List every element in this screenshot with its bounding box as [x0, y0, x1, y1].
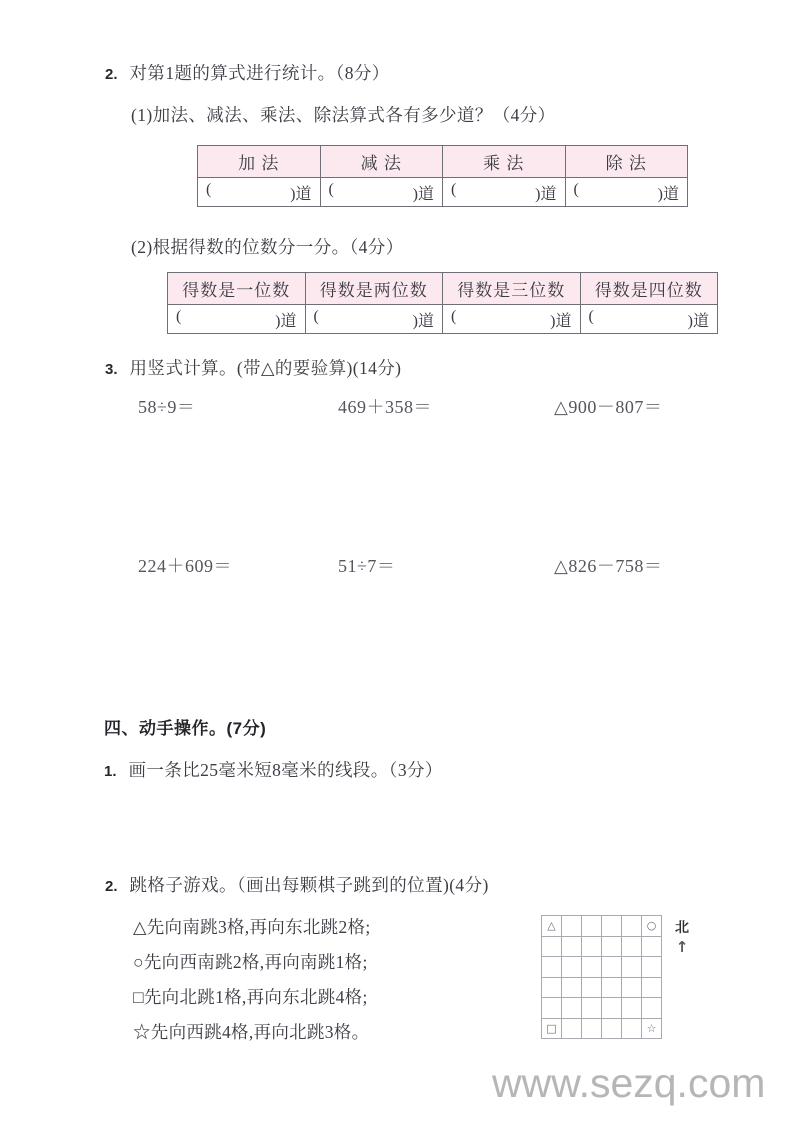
jump-instruction-star: ☆先向西跳4格,再向北跳3格。 [133, 1022, 370, 1042]
paren-open: ( [451, 307, 457, 325]
answer-cell[interactable] [443, 178, 566, 207]
grid-cell-r1c2[interactable] [582, 936, 602, 957]
grid-cell-r3c0[interactable] [542, 977, 562, 998]
paren-open: ( [451, 180, 457, 198]
north-label: 北 [675, 919, 689, 935]
table-header-cell: 除 法 [565, 146, 688, 178]
paren-close-unit: )道 [412, 185, 434, 203]
grid-cell-r1c5[interactable] [642, 936, 662, 957]
answer-cell[interactable] [168, 305, 306, 334]
jump-instruction-circle: ○先向西南跳2格,再向南跳1格; [133, 952, 368, 972]
paren-close-unit: )道 [687, 312, 709, 330]
grid-cell-r5c1[interactable] [562, 1018, 582, 1039]
paren-close-unit: )道 [657, 185, 679, 203]
paren-open: ( [573, 180, 579, 198]
expression-2: 469＋358＝ [338, 397, 432, 417]
expression-6: △826－758＝ [554, 556, 663, 576]
table-answer-row [198, 178, 688, 207]
answer-cell[interactable] [305, 305, 443, 334]
paren-open: ( [176, 307, 182, 325]
table-header-cell: 得数是一位数 [168, 273, 306, 305]
paren-open: ( [328, 180, 334, 198]
table-answer-row [168, 305, 718, 334]
grid-cell-r0c4[interactable] [622, 916, 642, 937]
grid-cell-r2c4[interactable] [622, 957, 642, 978]
paren-close-unit: )道 [412, 312, 434, 330]
question-2-title: 对第1题的算式进行统计。（8分） [129, 63, 390, 83]
watermark: www.sezq.com [492, 1060, 766, 1106]
grid-cell-r4c0[interactable] [542, 998, 562, 1019]
grid-cell-r5c5[interactable]: ☆ [642, 1018, 662, 1039]
grid-cell-r3c1[interactable] [562, 977, 582, 998]
paren-close-unit: )道 [550, 312, 572, 330]
table-header-cell: 得数是两位数 [305, 273, 443, 305]
grid-cell-r4c4[interactable] [622, 998, 642, 1019]
grid-cell-r2c3[interactable] [602, 957, 622, 978]
paren-open: ( [588, 307, 594, 325]
grid-cell-r4c3[interactable] [602, 998, 622, 1019]
grid-cell-r3c4[interactable] [622, 977, 642, 998]
grid-cell-r2c0[interactable] [542, 957, 562, 978]
paren-close-unit: )道 [290, 185, 312, 203]
answer-cell[interactable] [565, 178, 688, 207]
paren-open: ( [313, 307, 319, 325]
jump-instruction-triangle: △先向南跳3格,再向东北跳2格; [133, 917, 371, 937]
table-header-cell: 得数是三位数 [443, 273, 581, 305]
north-arrow-icon: ↑ [675, 938, 689, 956]
grid-cell-r2c2[interactable] [582, 957, 602, 978]
grid-cell-r4c2[interactable] [582, 998, 602, 1019]
section4-q2-number: 2. [105, 878, 118, 895]
table-header-row [168, 273, 718, 305]
expression-1: 58÷9＝ [138, 397, 196, 417]
compass-north [669, 917, 695, 954]
section4-q1-number: 1. [104, 763, 117, 780]
expression-5: 51÷7＝ [338, 556, 396, 576]
jump-grid[interactable] [541, 915, 662, 1039]
paren-close-unit: )道 [535, 185, 557, 203]
paren-open: ( [206, 180, 212, 198]
table-header-row [198, 146, 688, 178]
answer-cell[interactable] [198, 178, 321, 207]
question-3-title: 用竖式计算。(带△的要验算)(14分) [129, 358, 402, 378]
grid-cell-r3c2[interactable] [582, 977, 602, 998]
grid-cell-r0c0[interactable]: △ [542, 916, 562, 937]
grid-cell-r3c3[interactable] [602, 977, 622, 998]
grid-row [542, 1018, 662, 1039]
grid-cell-r1c4[interactable] [622, 936, 642, 957]
table-header-cell: 得数是四位数 [580, 273, 718, 305]
question-2-heading [105, 60, 390, 85]
answer-cell[interactable] [320, 178, 443, 207]
question-3-number: 3. [105, 361, 118, 378]
expression-4: 224＋609＝ [138, 556, 232, 576]
grid-row [542, 977, 662, 998]
grid-cell-r0c2[interactable] [582, 916, 602, 937]
operation-count-table [197, 145, 688, 207]
answer-cell[interactable] [580, 305, 718, 334]
grid-row [542, 957, 662, 978]
table-header-cell: 加 法 [198, 146, 321, 178]
grid-cell-r2c1[interactable] [562, 957, 582, 978]
question-3-heading [105, 355, 401, 380]
grid-row [542, 936, 662, 957]
grid-cell-r4c1[interactable] [562, 998, 582, 1019]
section4-q2-title: 跳格子游戏。（画出每颗棋子跳到的位置)(4分) [129, 875, 489, 895]
digit-count-table [167, 272, 718, 334]
grid-cell-r5c0[interactable]: □ [542, 1018, 562, 1039]
grid-cell-r0c1[interactable] [562, 916, 582, 937]
grid-cell-r5c2[interactable] [582, 1018, 602, 1039]
table-header-cell: 减 法 [320, 146, 443, 178]
grid-cell-r1c3[interactable] [602, 936, 622, 957]
grid-row [542, 998, 662, 1019]
paren-close-unit: )道 [275, 312, 297, 330]
table-header-cell: 乘 法 [443, 146, 566, 178]
section4-question-2-heading [105, 872, 489, 897]
jump-grid-container [541, 915, 662, 1039]
grid-cell-r0c3[interactable] [602, 916, 622, 937]
grid-cell-r4c5[interactable] [642, 998, 662, 1019]
section4-question-1 [104, 757, 443, 782]
jump-instruction-square: □先向北跳1格,再向东北跳4格; [133, 987, 368, 1007]
question-2-part1-prompt: (1)加法、减法、乘法、除法算式各有多少道？（4分） [131, 105, 556, 125]
grid-cell-r0c5[interactable]: ○ [642, 916, 662, 937]
section-4-heading: 四、动手操作。(7分) [104, 719, 267, 738]
answer-cell[interactable] [443, 305, 581, 334]
grid-cell-r2c5[interactable] [642, 957, 662, 978]
section4-q1-text: 画一条比25毫米短8毫米的线段。（3分） [128, 760, 443, 780]
grid-cell-r1c1[interactable] [562, 936, 582, 957]
grid-cell-r5c3[interactable] [602, 1018, 622, 1039]
question-2-part2-prompt: (2)根据得数的位数分一分。（4分） [131, 237, 404, 257]
grid-cell-r5c4[interactable] [622, 1018, 642, 1039]
grid-cell-r1c0[interactable] [542, 936, 562, 957]
question-2-number: 2. [105, 66, 118, 83]
expression-3: △900－807＝ [554, 397, 663, 417]
grid-cell-r3c5[interactable] [642, 977, 662, 998]
grid-row [542, 916, 662, 937]
